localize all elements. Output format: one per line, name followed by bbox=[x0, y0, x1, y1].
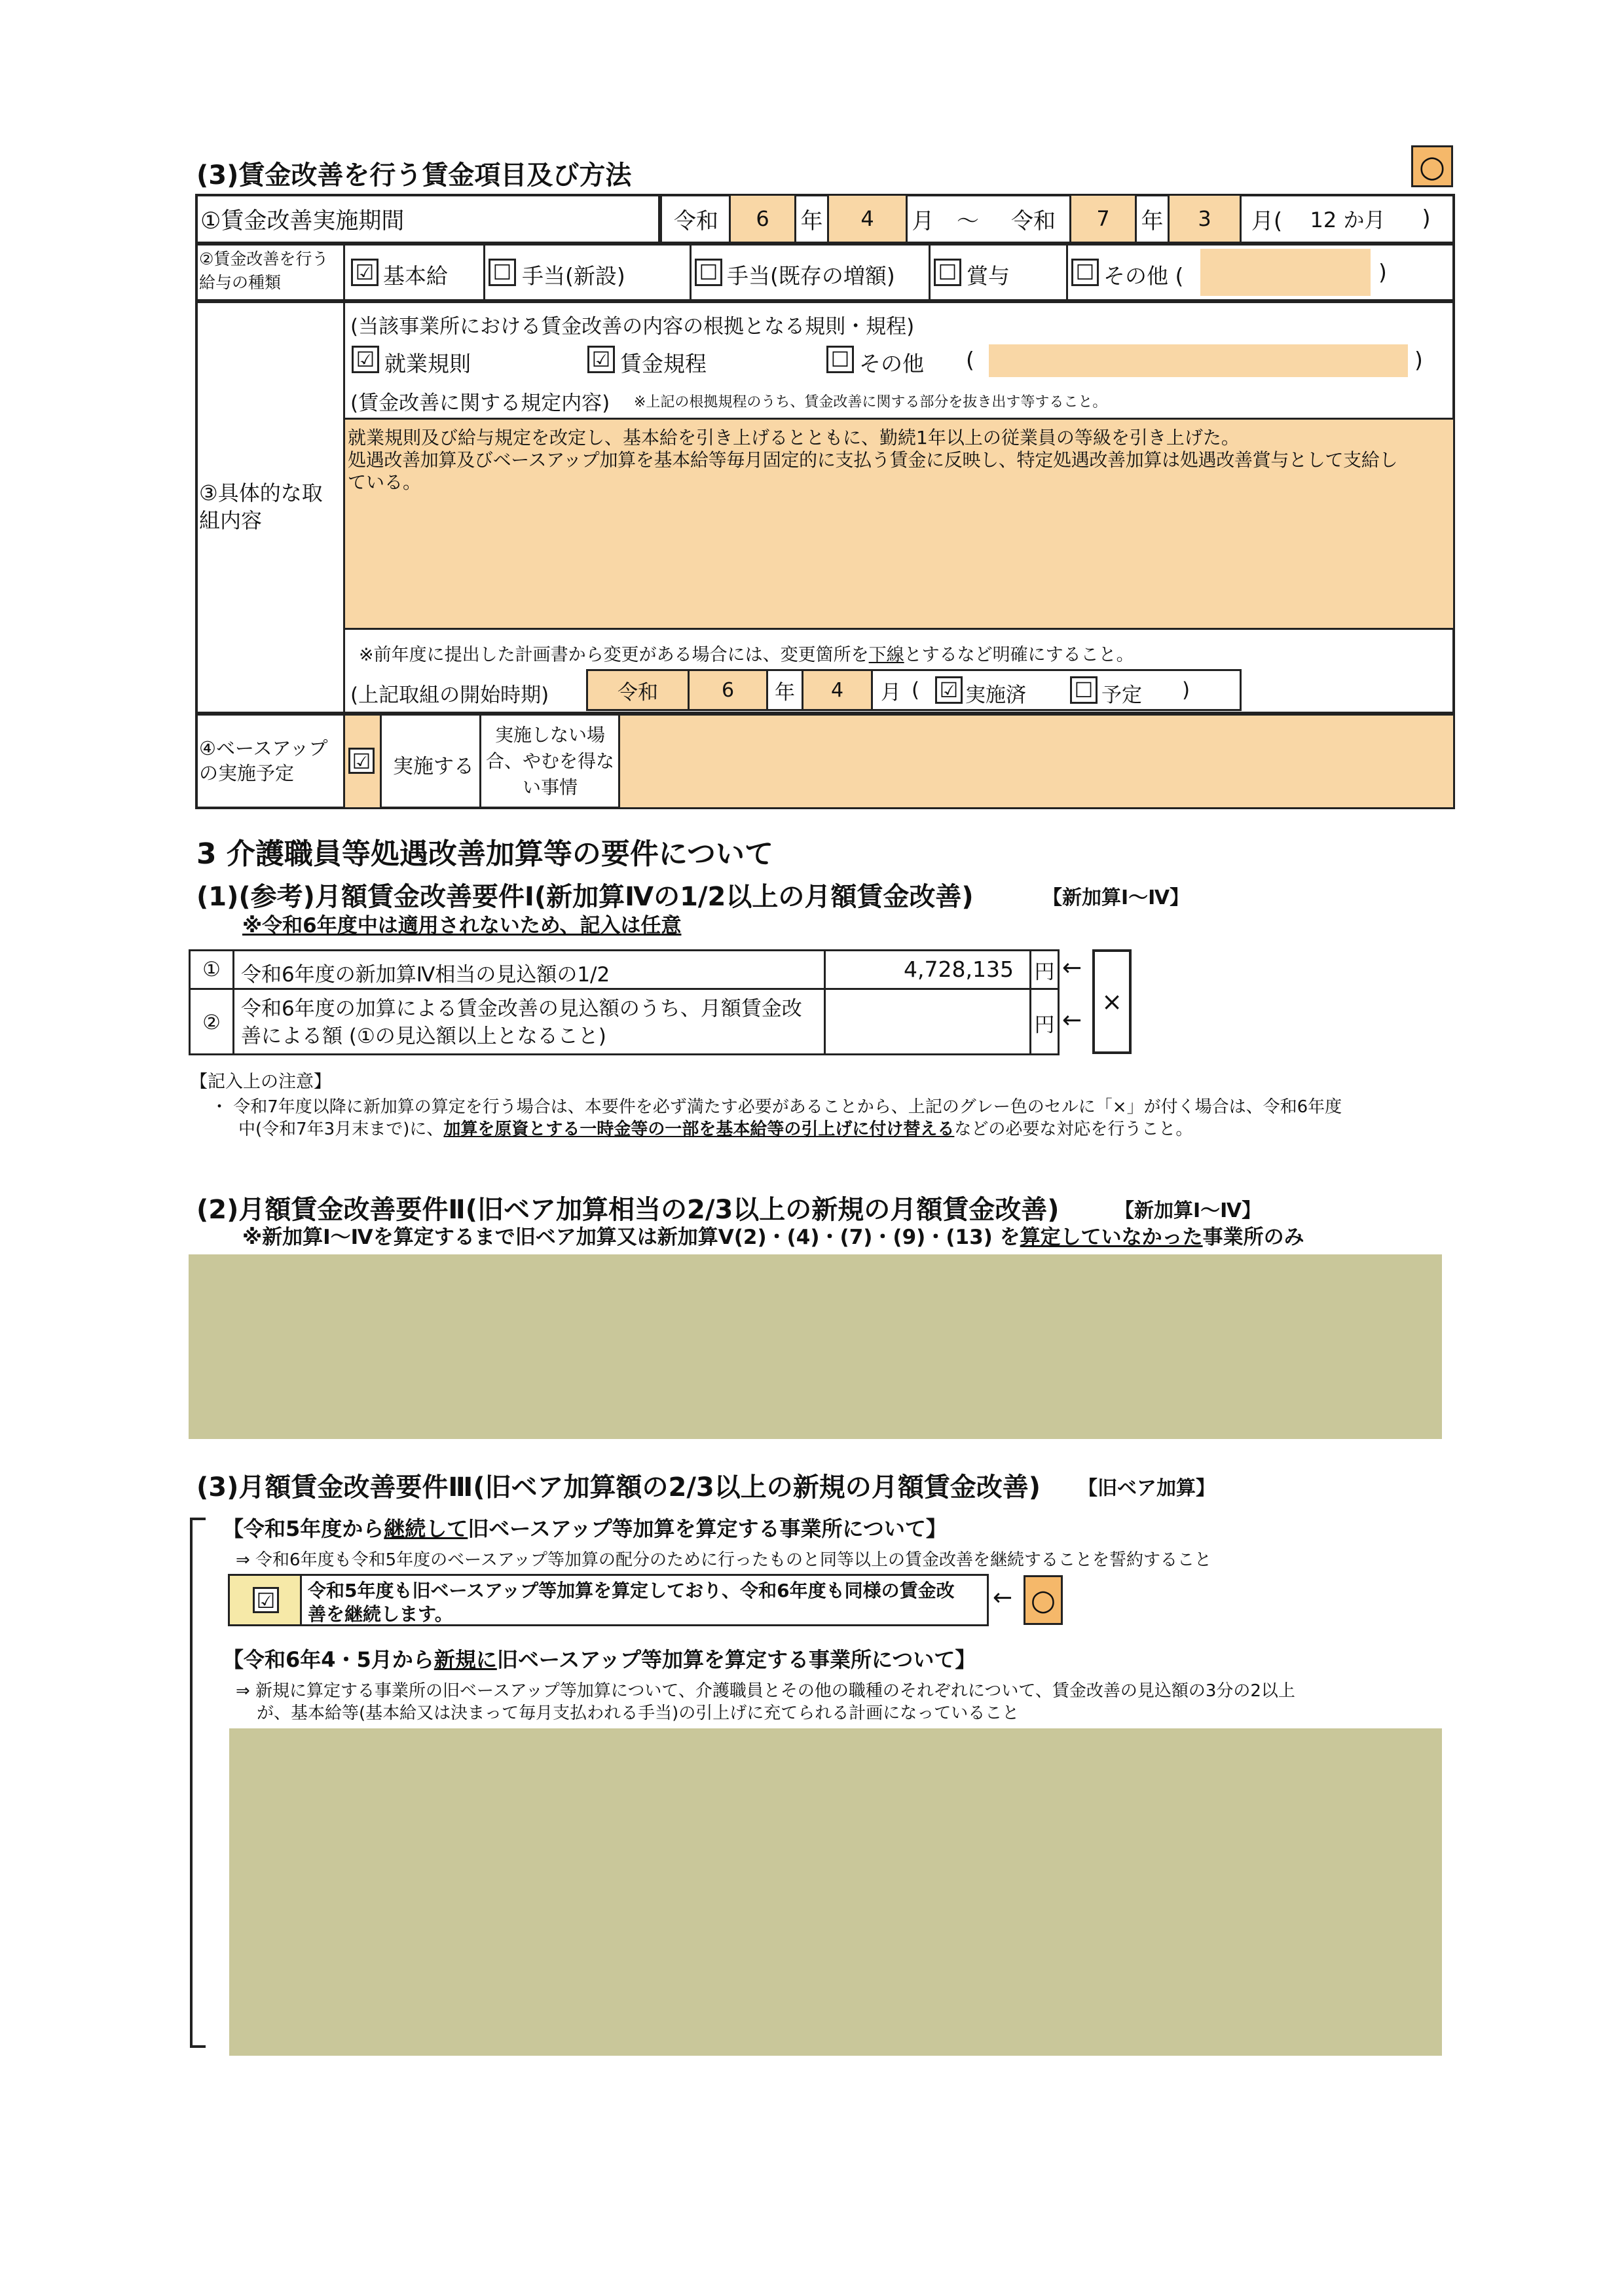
arrow-icon: ← bbox=[993, 1584, 1013, 1611]
checkbox-implemented[interactable]: ☑ bbox=[935, 676, 963, 704]
basis-work-rules: 就業規則 bbox=[384, 351, 471, 376]
req1-row1-value: 4,728,135 bbox=[904, 957, 1014, 982]
arrow-icon: ← bbox=[1062, 955, 1082, 981]
year-unit: 年 bbox=[766, 671, 802, 709]
month-unit: 月 bbox=[871, 671, 909, 709]
pledge-text: 善を継続します。 bbox=[308, 1603, 453, 1625]
req3-title: (3)月額賃金改善要件Ⅲ(旧ベア加算額の2/3以上の新規の月額賃金改善) bbox=[196, 1472, 1041, 1503]
req1-result: × bbox=[1092, 949, 1132, 1054]
pledge-text: 令和5年度も旧ベースアップ等加算を算定しており、令和6年度も同様の賃金改 bbox=[308, 1580, 955, 1601]
divider bbox=[343, 244, 345, 301]
checkbox-baseup[interactable]: ☑ bbox=[348, 748, 375, 774]
basis-wage-rules: 賃金規程 bbox=[620, 351, 707, 376]
section-title: (3)賃金改善を行う賃金項目及び方法 bbox=[196, 160, 632, 191]
basis-heading: (当該事業所における賃金改善の内容の根拠となる規則・規程) bbox=[350, 315, 915, 338]
start-era: 令和 bbox=[588, 671, 688, 709]
option-base-salary: 基本給 bbox=[383, 263, 448, 289]
year-unit-2: 年 bbox=[1135, 196, 1168, 242]
req2-note: ※新加算Ⅰ〜Ⅳを算定するまで旧ベア加算又は新加算Ⅴ(2)・(4)・(7)・(9)・(13) を算定していなかった事業所のみ bbox=[242, 1226, 1304, 1249]
open-paren: ( bbox=[966, 347, 974, 373]
caution-line: ・ 令和7年度以降に新加算の算定を行う場合は、本要件を必ず満たす必要があることから、上記のグレー色のセルに「×」が付く場合は、令和6年度 bbox=[211, 1097, 1342, 1117]
checkbox-wage-rules[interactable]: ☑ bbox=[587, 346, 615, 373]
rule-heading: (賃金改善に関する規定内容) bbox=[350, 392, 610, 415]
group-bracket bbox=[190, 1518, 206, 2048]
yen-unit: 円 bbox=[1034, 1013, 1055, 1037]
era-label-2: 令和 bbox=[1011, 208, 1056, 234]
option-bonus: 賞与 bbox=[967, 263, 1010, 289]
req3-grayed-area bbox=[229, 1728, 1442, 2056]
req1-row2-label: 令和6年度の加算による賃金改善の見込額のうち、月額賃金改善による額 (①の見込額以上となること) bbox=[241, 997, 802, 1048]
option-existing-allowance: 手当(既存の増額) bbox=[727, 263, 895, 289]
divider bbox=[929, 244, 931, 301]
row-number: ② bbox=[202, 1011, 221, 1034]
req3-group2-note: ⇒ 新規に算定する事業所の旧ベースアップ等加算について、介護職員とその他の職種のそれぞれについて、賃金改善の見込額の3分の2以上 bbox=[236, 1681, 1295, 1701]
caution-line: 中(令和7年3月末まで)に、加算を原資とする一時金等の一部を基本給等の引上げに付け替えるなどの必要な対応を行うこと。 bbox=[238, 1120, 1193, 1139]
req2-grayed-area bbox=[189, 1254, 1442, 1439]
close-paren: ) bbox=[1422, 206, 1431, 232]
checkbox-planned[interactable]: ☐ bbox=[1070, 676, 1098, 704]
open-paren: ( bbox=[912, 678, 920, 702]
start-label: (上記取組の開始時期) bbox=[350, 683, 549, 707]
option-other: その他 ( bbox=[1103, 263, 1184, 289]
period-label: ①賃金改善実施期間 bbox=[200, 208, 405, 234]
salary-type-label: ②賃金改善を行う給与の種類 bbox=[199, 249, 329, 292]
baseup-not-do: 実施しない場合、やむを得ない事情 bbox=[485, 724, 614, 798]
divider bbox=[658, 194, 662, 244]
checkbox-work-rules[interactable]: ☑ bbox=[352, 346, 379, 373]
req1-title: (1)(参考)月額賃金改善要件Ⅰ(新加算Ⅳの1/2以上の月額賃金改善) bbox=[196, 882, 974, 912]
month-unit-2: 月( bbox=[1240, 196, 1292, 242]
req3-group2-heading: 【令和6年4・5月から新規に旧ベースアップ等加算を算定する事業所について】 bbox=[223, 1647, 976, 1672]
baseup-reason-field[interactable] bbox=[620, 716, 1453, 807]
req2-tag: 【新加算Ⅰ〜Ⅳ】 bbox=[1115, 1199, 1262, 1222]
req3-group2-note: が、基本給等(基本給又は決まって毎月支払われる手当)の引上げに充てられる計画になっていること bbox=[257, 1704, 1020, 1723]
start-year-field-2[interactable]: 6 bbox=[688, 671, 766, 709]
year-unit: 年 bbox=[794, 196, 827, 242]
rule-content-line: ている。 bbox=[348, 471, 422, 493]
divider bbox=[479, 714, 481, 809]
end-year-field[interactable]: 7 bbox=[1069, 196, 1135, 242]
end-month-field[interactable]: 3 bbox=[1168, 196, 1240, 242]
era-label: 令和 bbox=[674, 208, 718, 234]
rule-content-line: 処遇改善加算及びベースアップ加算を基本給等毎月固定的に支払う賃金に反映し、特定処遇改善加算は処遇改善賞与として支給し bbox=[348, 449, 1398, 471]
status-badge: ○ bbox=[1411, 145, 1453, 187]
months-count: 12 か月 bbox=[1310, 208, 1386, 232]
rule-note: ※上記の根拠規程のうち、賃金改善に関する部分を抜き出す等すること。 bbox=[634, 394, 1107, 410]
req3-group1-heading: 【令和5年度から継続して旧ベースアップ等加算を算定する事業所について】 bbox=[223, 1516, 947, 1541]
option-new-allowance: 手当(新設) bbox=[522, 263, 625, 289]
rule-content-line: 就業規則及び給与規定を改定し、基本給を引き上げるとともに、勤続1年以上の従業員の等級を引き上げた。 bbox=[348, 427, 1240, 448]
start-month-field-2[interactable]: 4 bbox=[802, 671, 871, 709]
divider bbox=[380, 714, 382, 809]
divider bbox=[483, 244, 485, 301]
start-month-field[interactable]: 4 bbox=[827, 196, 906, 242]
start-year-field[interactable]: 6 bbox=[729, 196, 794, 242]
req1-note: ※令和6年度中は適用されないため、記入は任意 bbox=[242, 914, 682, 938]
tilde: 〜 bbox=[957, 208, 979, 234]
status-implemented: 実施済 bbox=[965, 683, 1026, 707]
req3-group1-note: ⇒ 令和6年度も令和5年度のベースアップ等加算の配分のために行ったものと同等以上の賃金改善を継続することを誓約すること bbox=[236, 1550, 1212, 1570]
section-3-title: 3 介護職員等処遇改善加算等の要件について bbox=[196, 837, 774, 871]
yen-unit: 円 bbox=[1034, 960, 1055, 984]
close-paren: ) bbox=[1182, 678, 1190, 702]
divider bbox=[1066, 244, 1068, 301]
checkbox-new-allowance[interactable]: ☐ bbox=[489, 259, 516, 286]
req1-row1-label: 令和6年度の新加算Ⅳ相当の見込額の1/2 bbox=[241, 963, 610, 987]
status-planned: 予定 bbox=[1101, 683, 1142, 707]
req2-title: (2)月額賃金改善要件Ⅱ(旧ベア加算相当の2/3以上の新規の月額賃金改善) bbox=[196, 1195, 1060, 1225]
initiative-label: ③具体的な取組内容 bbox=[199, 481, 323, 533]
checkbox-bonus[interactable]: ☐ bbox=[934, 259, 961, 286]
close-paren: ) bbox=[1414, 347, 1423, 373]
other-salary-field[interactable] bbox=[1200, 249, 1371, 296]
basis-other: その他 bbox=[859, 351, 924, 376]
row-number: ① bbox=[202, 958, 221, 981]
checkbox-other[interactable]: ☐ bbox=[1071, 259, 1099, 286]
baseup-do: 実施する bbox=[393, 755, 474, 778]
req1-tag: 【新加算Ⅰ〜Ⅳ】 bbox=[1043, 886, 1190, 909]
close-paren: ) bbox=[1378, 259, 1387, 285]
month-unit: 月 bbox=[906, 196, 938, 242]
divider bbox=[690, 244, 692, 301]
checkbox-basis-other[interactable]: ☐ bbox=[826, 346, 854, 373]
req1-row2-value[interactable] bbox=[826, 992, 1029, 1053]
checkbox-existing-allowance[interactable]: ☐ bbox=[695, 259, 722, 286]
pledge-result: ○ bbox=[1024, 1575, 1063, 1625]
checkbox-pledge[interactable]: ☑ bbox=[253, 1587, 279, 1613]
req3-tag: 【旧ベア加算】 bbox=[1078, 1477, 1215, 1500]
basis-other-field[interactable] bbox=[989, 344, 1408, 377]
change-note: ※前年度に提出した計画書から変更がある場合には、変更箇所を下線とするなど明確にすること。 bbox=[359, 645, 1134, 665]
divider bbox=[232, 949, 234, 1055]
baseup-label: ④ベースアップの実施予定 bbox=[199, 737, 328, 784]
rule-content-field[interactable] bbox=[345, 418, 1453, 630]
caution-heading: 【記入上の注意】 bbox=[190, 1072, 331, 1092]
checkbox-base-salary[interactable]: ☑ bbox=[351, 259, 378, 286]
arrow-icon: ← bbox=[1062, 1007, 1082, 1034]
